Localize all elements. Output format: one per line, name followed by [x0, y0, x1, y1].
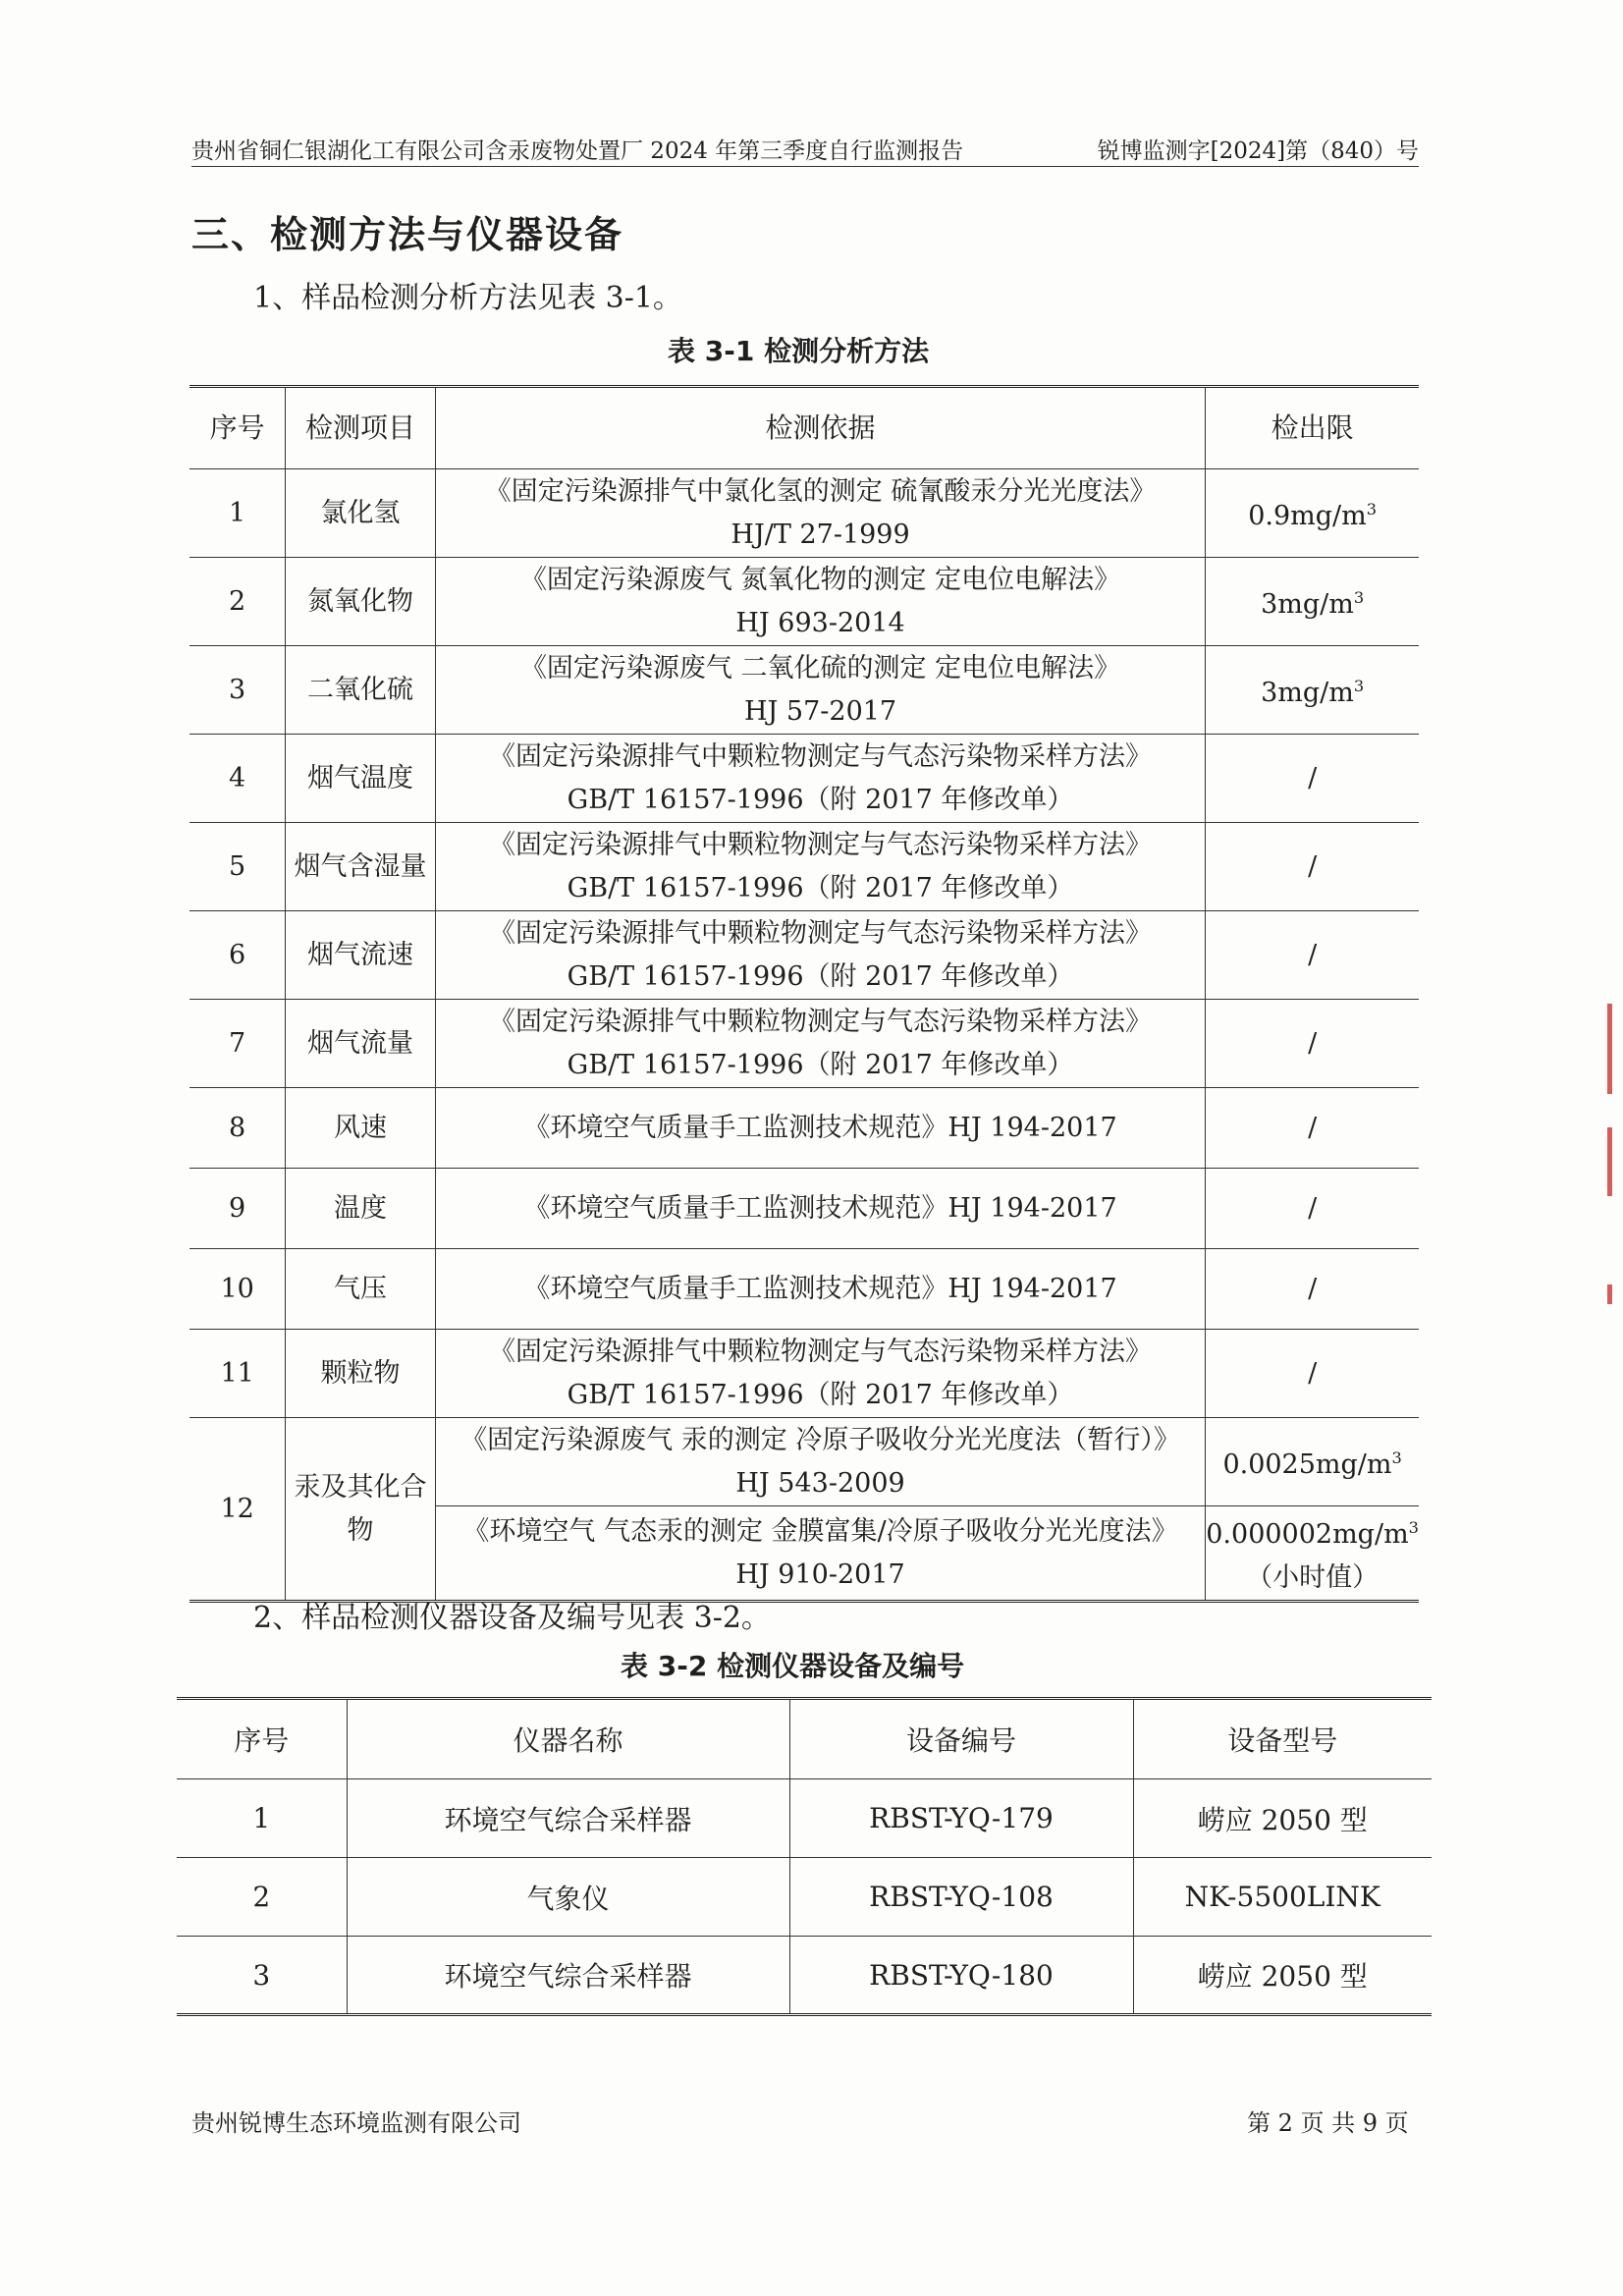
- test-item: 气压: [286, 1249, 436, 1330]
- table-row: [189, 469, 1419, 558]
- method-basis-line: 《环境空气质量手工监测技术规范》HJ 194-2017: [523, 1112, 1117, 1143]
- table-row: [189, 735, 1419, 823]
- detection-limit-cell: [1206, 911, 1419, 1000]
- footer-company: 贵州锐博生态环境监测有限公司: [191, 2109, 521, 2137]
- detection-limit-cell: [1206, 735, 1419, 823]
- detection-limit-cell: [1206, 469, 1419, 558]
- detection-limit-cell: [1206, 646, 1419, 735]
- table-row: [189, 1330, 1419, 1418]
- page-header: [191, 133, 1419, 167]
- detection-limit: [1206, 846, 1419, 889]
- header-cell: 设备编号: [789, 1699, 1133, 1779]
- row-number: 7: [189, 1000, 286, 1088]
- equipment-model: 崂应 2050 型: [1133, 1779, 1432, 1858]
- limit-unit-exponent: 3: [1366, 500, 1378, 519]
- detection-limit-cell: [1206, 558, 1419, 646]
- limit-value: /: [1308, 1027, 1318, 1059]
- test-item: 氯化氢: [286, 469, 436, 558]
- detection-limit-cell: [1206, 1418, 1419, 1506]
- method-basis-line: 《固定污染源排气中颗粒物测定与气态污染物采样方法》: [489, 1006, 1153, 1037]
- table-row: [189, 1249, 1419, 1330]
- limit-value: /: [1308, 939, 1318, 970]
- method-basis-cell: [435, 911, 1205, 1000]
- table-header-row: [189, 387, 1419, 469]
- seal-edge-mark: [1607, 1127, 1612, 1196]
- detection-limit: [1206, 488, 1419, 538]
- seal-edge-mark: [1607, 1004, 1612, 1094]
- table-row: [189, 1000, 1419, 1088]
- equipment-model: NK-5500LINK: [1133, 1858, 1432, 1937]
- row-number: 8: [189, 1088, 286, 1169]
- table1-caption: 表 3-1 检测分析方法: [668, 335, 930, 367]
- row-number: 6: [189, 911, 286, 1000]
- footer-page-number: 第 2 页 共 9 页: [1247, 2109, 1409, 2137]
- detection-limit: [1206, 665, 1419, 715]
- test-item: 烟气流量: [286, 1000, 436, 1088]
- table-row: [189, 823, 1419, 911]
- row-number: 2: [177, 1858, 347, 1937]
- method-basis-line: 《固定污染源废气 氮氧化物的测定 定电位电解法》: [519, 564, 1121, 595]
- detection-limit: [1206, 1107, 1419, 1150]
- limit-value: /: [1308, 1357, 1318, 1389]
- limit-value: 3mg/m: [1261, 678, 1354, 708]
- method-basis-cell: [435, 558, 1205, 646]
- instruments-table: [177, 1697, 1432, 2016]
- method-basis-line: GB/T 16157-1996（附 2017 年修改单）: [567, 1049, 1074, 1080]
- detection-limit: [1206, 1352, 1419, 1395]
- method-basis-line: GB/T 16157-1996（附 2017 年修改单）: [567, 960, 1074, 992]
- limit-value: 3mg/m: [1261, 589, 1354, 620]
- method-basis-cell: [435, 1418, 1205, 1506]
- detection-limit: [1206, 1506, 1419, 1557]
- limit-value: 0.000002mg/m: [1206, 1519, 1409, 1550]
- header-cell: 序号: [189, 387, 286, 469]
- detection-limit: [1206, 1437, 1419, 1487]
- instrument-name: 环境空气综合采样器: [347, 1937, 789, 2015]
- row-number: 3: [189, 646, 286, 735]
- detection-limit-cell: [1206, 1330, 1419, 1418]
- method-basis-line: 《环境空气质量手工监测技术规范》HJ 194-2017: [523, 1273, 1117, 1304]
- method-basis-cell: [435, 1330, 1205, 1418]
- limit-value: /: [1308, 1273, 1318, 1304]
- method-basis-cell: [435, 1169, 1205, 1249]
- test-item: 颗粒物: [286, 1330, 436, 1418]
- detection-limit-cell: [1206, 1000, 1419, 1088]
- row-number: 1: [189, 469, 286, 558]
- row-number: 3: [177, 1937, 347, 2015]
- test-item: 二氧化硫: [286, 646, 436, 735]
- row-number: 5: [189, 823, 286, 911]
- method-basis-cell: [435, 646, 1205, 735]
- method-basis-line: HJ 910-2017: [735, 1558, 905, 1590]
- header-cell: 设备型号: [1133, 1699, 1432, 1779]
- method-basis-line: GB/T 16157-1996（附 2017 年修改单）: [567, 784, 1074, 815]
- method-basis-line: 《固定污染源排气中颗粒物测定与气态污染物采样方法》: [489, 740, 1153, 772]
- limit-unit-exponent: 3: [1353, 677, 1365, 695]
- method-basis-line: 《固定污染源废气 汞的测定 冷原子吸收分光光度法（暂行）》: [460, 1424, 1180, 1455]
- section-title: 三、检测方法与仪器设备: [191, 213, 624, 256]
- detection-limit: [1206, 934, 1419, 977]
- equipment-id: RBST-YQ-179: [789, 1779, 1133, 1858]
- row-number: 9: [189, 1169, 286, 1249]
- limit-unit-exponent: 3: [1391, 1449, 1402, 1467]
- equipment-id: RBST-YQ-180: [789, 1937, 1133, 2015]
- header-report-title: 贵州省铜仁银湖化工有限公司含汞废物处置厂 2024 年第三季度自行监测报告: [191, 138, 964, 164]
- instrument-name: 气象仪: [347, 1858, 789, 1937]
- equipment-model: 崂应 2050 型: [1133, 1937, 1432, 2015]
- header-cell: 检出限: [1206, 387, 1419, 469]
- limit-note: （小时值）: [1246, 1562, 1380, 1593]
- table-row: [189, 911, 1419, 1000]
- row-number: 12: [189, 1418, 286, 1602]
- row-number: 11: [189, 1330, 286, 1418]
- method-basis-line: HJ 693-2014: [735, 607, 905, 638]
- detection-limit-cell: [1206, 823, 1419, 911]
- method-basis-cell: [435, 1249, 1205, 1330]
- methods-table: [189, 385, 1419, 1603]
- method-basis-line: 《固定污染源排气中颗粒物测定与气态污染物采样方法》: [489, 917, 1153, 949]
- method-basis-line: 《固定污染源排气中氯化氢的测定 硫氰酸汞分光光度法》: [484, 475, 1157, 507]
- test-item: 烟气流速: [286, 911, 436, 1000]
- detection-limit: [1206, 1268, 1419, 1311]
- method-basis-line: 《固定污染源废气 二氧化硫的测定 定电位电解法》: [519, 652, 1121, 683]
- method-basis-cell: [435, 735, 1205, 823]
- test-item: 温度: [286, 1169, 436, 1249]
- table-row: [177, 1937, 1432, 2015]
- limit-value: /: [1308, 1192, 1318, 1224]
- method-basis-cell: [435, 1088, 1205, 1169]
- method-basis-line: 《固定污染源排气中颗粒物测定与气态污染物采样方法》: [489, 1336, 1153, 1367]
- header-cell: 仪器名称: [347, 1699, 789, 1779]
- table-row: [177, 1858, 1432, 1937]
- test-item: 烟气温度: [286, 735, 436, 823]
- table-row: [177, 1779, 1432, 1858]
- method-basis-cell: [435, 1506, 1205, 1602]
- table2-caption: 表 3-2 检测仪器设备及编号: [621, 1650, 965, 1682]
- method-basis-line: HJ/T 27-1999: [730, 519, 910, 550]
- paragraph-methods-intro: 1、样品检测分析方法见表 3-1。: [253, 281, 682, 315]
- table-row: [189, 1169, 1419, 1249]
- table-header-row: [177, 1699, 1432, 1779]
- method-basis-line: 《固定污染源排气中颗粒物测定与气态污染物采样方法》: [489, 829, 1153, 860]
- table-row: [189, 646, 1419, 735]
- instrument-name: 环境空气综合采样器: [347, 1779, 789, 1858]
- limit-unit-exponent: 3: [1408, 1518, 1419, 1537]
- paragraph-instruments-intro: 2、样品检测仪器设备及编号见表 3-2。: [253, 1601, 771, 1635]
- method-basis-cell: [435, 469, 1205, 558]
- detection-limit: [1206, 576, 1419, 627]
- method-basis-line: GB/T 16157-1996（附 2017 年修改单）: [567, 872, 1074, 903]
- row-number: 10: [189, 1249, 286, 1330]
- method-basis-line: 《环境空气质量手工监测技术规范》HJ 194-2017: [523, 1192, 1117, 1224]
- row-number: 4: [189, 735, 286, 823]
- limit-value: 0.0025mg/m: [1222, 1449, 1392, 1480]
- test-item: 氮氧化物: [286, 558, 436, 646]
- test-item: 汞及其化合物: [286, 1418, 436, 1602]
- header-report-number: 锐博监测字[2024]第（840）号: [1097, 138, 1419, 164]
- table-row: [189, 1088, 1419, 1169]
- detection-limit-cell: [1206, 1506, 1419, 1602]
- limit-value: /: [1308, 762, 1318, 793]
- method-basis-line: HJ 543-2009: [735, 1467, 905, 1499]
- detection-limit: [1206, 1187, 1419, 1230]
- detection-limit: [1206, 1022, 1419, 1066]
- method-basis-cell: [435, 823, 1205, 911]
- detection-limit-cell: [1206, 1249, 1419, 1330]
- method-basis-cell: [435, 1000, 1205, 1088]
- test-item: 烟气含湿量: [286, 823, 436, 911]
- limit-value: /: [1308, 1112, 1318, 1143]
- header-cell: 序号: [177, 1699, 347, 1779]
- limit-value: 0.9mg/m: [1248, 501, 1367, 531]
- table-row: [189, 1418, 1419, 1506]
- method-basis-line: GB/T 16157-1996（附 2017 年修改单）: [567, 1379, 1074, 1410]
- row-number: 2: [189, 558, 286, 646]
- limit-value: /: [1308, 850, 1318, 882]
- seal-edge-mark: [1607, 1285, 1612, 1304]
- method-basis-line: HJ 57-2017: [743, 695, 897, 727]
- limit-unit-exponent: 3: [1353, 588, 1365, 607]
- method-basis-line: 《环境空气 气态汞的测定 金膜富集/冷原子吸收分光光度法》: [462, 1515, 1178, 1547]
- equipment-id: RBST-YQ-108: [789, 1858, 1133, 1937]
- detection-limit: [1206, 757, 1419, 800]
- header-cell: 检测依据: [435, 387, 1205, 469]
- detection-limit-cell: [1206, 1169, 1419, 1249]
- header-cell: 检测项目: [286, 387, 436, 469]
- test-item: 风速: [286, 1088, 436, 1169]
- detection-limit-cell: [1206, 1088, 1419, 1169]
- table-row: [189, 558, 1419, 646]
- row-number: 1: [177, 1779, 347, 1858]
